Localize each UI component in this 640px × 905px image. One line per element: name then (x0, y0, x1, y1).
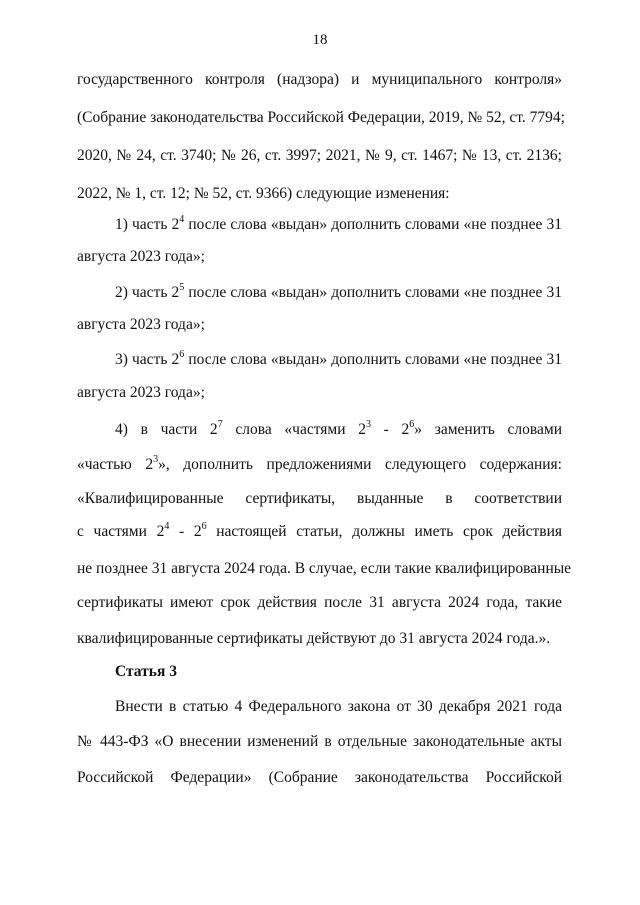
text-line: августа 2023 года»; (77, 316, 205, 333)
superscript: 4 (179, 214, 185, 225)
text-line: государственного контроля (надзора) и муниципального контроля» (77, 71, 562, 88)
text-run: «частью 2 (77, 456, 154, 473)
list-item-3-line (115, 350, 562, 370)
text-line: не позднее 31 августа 2024 года. В случае, если такие квалифицированные (77, 560, 572, 577)
superscript: 3 (365, 419, 371, 430)
text-line: «Квалифицированные сертификаты, выданные в соответствии (77, 490, 562, 507)
text-run: 3) часть 2 (115, 351, 180, 368)
text-line: Внести в статью 4 Федерального закона от 30 декабря 2021 года (115, 698, 562, 715)
list-item-4-line (115, 420, 562, 440)
superscript: 6 (201, 521, 207, 532)
list-item-2-line (115, 283, 562, 303)
superscript: 7 (217, 419, 223, 430)
text-run: с частями 2 (77, 523, 165, 540)
text-line: августа 2023 года»; (77, 384, 205, 401)
text-line: августа 2023 года»; (77, 248, 205, 265)
text-line: сертификаты имеют срок действия после 31 августа 2024 года, такие (77, 594, 562, 611)
text-line: 2020, № 24, ст. 3740; № 26, ст. 3997; 2021, № 9, ст. 1467; № 13, ст. 2136; (77, 147, 562, 164)
text-run: 2) часть 2 (115, 284, 180, 301)
text-line: 2022, № 1, ст. 12; № 52, ст. 9366) следующие изменения: (77, 185, 450, 202)
text-run: - 2 (169, 523, 202, 540)
page-number: 18 (312, 32, 328, 48)
superscript: 6 (409, 419, 415, 430)
text-run: 1) часть 2 (115, 216, 180, 233)
text-line: квалифицированные сертификаты действуют до 31 августа 2024 года.». (77, 630, 551, 647)
text-run: » заменить словами (414, 421, 562, 438)
text-run: после слова «выдан» дополнить словами «не позднее 31 (184, 351, 563, 368)
text-line (77, 455, 562, 475)
text-run: - 2 (370, 421, 410, 438)
superscript: 4 (164, 521, 170, 532)
superscript: 3 (153, 454, 159, 465)
article-heading: Статья 3 (115, 663, 177, 680)
text-line: Российской Федерации» (Собрание законодательства Российской (77, 769, 562, 786)
text-run: настоящей статьи, должны иметь срок действия (206, 523, 562, 540)
text-run: после слова «выдан» дополнить словами «не позднее 31 (184, 216, 563, 233)
text-run: слова «частями 2 (222, 421, 366, 438)
text-line (77, 522, 562, 542)
text-run: », дополнить предложениями следующего содержания: (158, 456, 562, 473)
text-line: (Собрание законодательства Российской Федерации, 2019, № 52, ст. 7794; (77, 109, 565, 126)
superscript: 5 (179, 282, 185, 293)
text-run: после слова «выдан» дополнить словами «не позднее 31 (184, 284, 563, 301)
list-item-1-line (115, 215, 562, 235)
text-run: 4) в части 2 (115, 421, 218, 438)
superscript: 6 (179, 349, 185, 360)
text-line: № 443-ФЗ «О внесении изменений в отдельные законодательные акты (77, 733, 562, 750)
